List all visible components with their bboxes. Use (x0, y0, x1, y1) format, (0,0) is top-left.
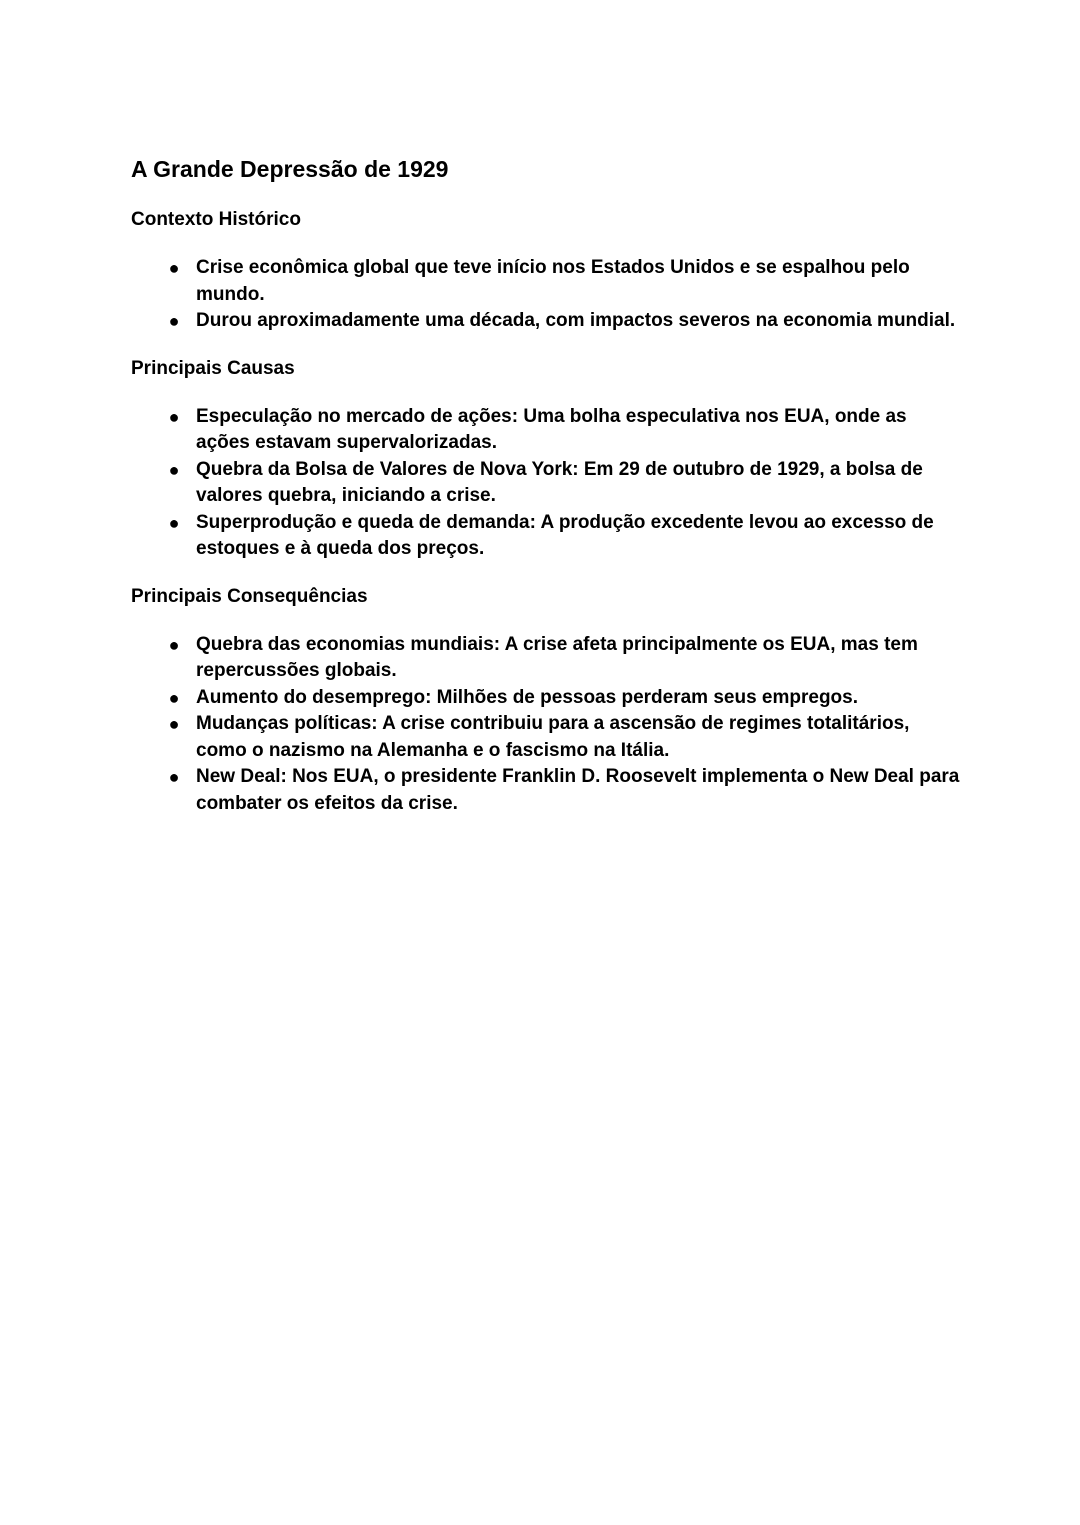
list-item-text: Durou aproximadamente uma década, com impactos severos na economia mundial. (196, 310, 956, 331)
list-item (131, 764, 961, 817)
bullet-icon: ● (168, 634, 180, 655)
section-heading: Principais Causas (131, 357, 295, 379)
bullet-icon: ● (168, 311, 180, 331)
bullet-icon: ● (168, 767, 180, 787)
section-heading: Principais Consequências (131, 585, 368, 607)
document-title: A Grande Depressão de 1929 (131, 156, 449, 182)
list-item-text: Quebra da Bolsa de Valores de Nova York: Em 29 de outubro de 1929, a bolsa de valores quebra, iniciando a crise. (196, 458, 923, 506)
bullet-icon: ● (168, 258, 180, 278)
list-item-text: Mudanças políticas: A crise contribuiu para a ascensão de regimes totalitários, como o nazismo na Alemanha e o fascismo na Itália. (196, 713, 910, 761)
section-heading: Contexto Histórico (131, 209, 301, 230)
list-item (131, 711, 961, 764)
list-item-text: Crise econômica global que teve início nos Estados Unidos e se espalhou pelo mundo. (196, 257, 910, 305)
bullet-icon: ● (168, 406, 180, 427)
list-item (131, 685, 961, 712)
bullet-list (131, 404, 961, 563)
list-item (131, 457, 961, 510)
section-principais-consequencias (131, 584, 961, 818)
list-item (131, 404, 961, 457)
list-item (131, 308, 961, 335)
list-item (131, 632, 961, 685)
bullet-icon: ● (168, 714, 180, 734)
list-item-text: Especulação no mercado de ações: Uma bolha especulativa nos EUA, onde as ações estavam supervalorizadas. (196, 405, 907, 453)
bullet-icon: ● (168, 512, 180, 533)
list-item (131, 255, 961, 308)
section-principais-causas (131, 356, 961, 563)
list-item-text: Aumento do desemprego: Milhões de pessoas perderam seus empregos. (196, 686, 859, 708)
list-item (131, 510, 961, 563)
section-contexto-historico (131, 207, 961, 335)
bullet-icon: ● (168, 687, 180, 708)
list-item-text: Quebra das economias mundiais: A crise afeta principalmente os EUA, mas tem repercussões globais. (196, 633, 918, 681)
list-item-text: Superprodução e queda de demanda: A produção excedente levou ao excesso de estoques e à queda dos preços. (196, 511, 934, 559)
bullet-icon: ● (168, 459, 180, 480)
document-page (131, 152, 961, 817)
bullet-list (131, 255, 961, 335)
list-item-text: New Deal: Nos EUA, o presidente Franklin D. Roosevelt implementa o New Deal para combater os efeitos da crise. (196, 766, 960, 814)
bullet-list (131, 632, 961, 818)
